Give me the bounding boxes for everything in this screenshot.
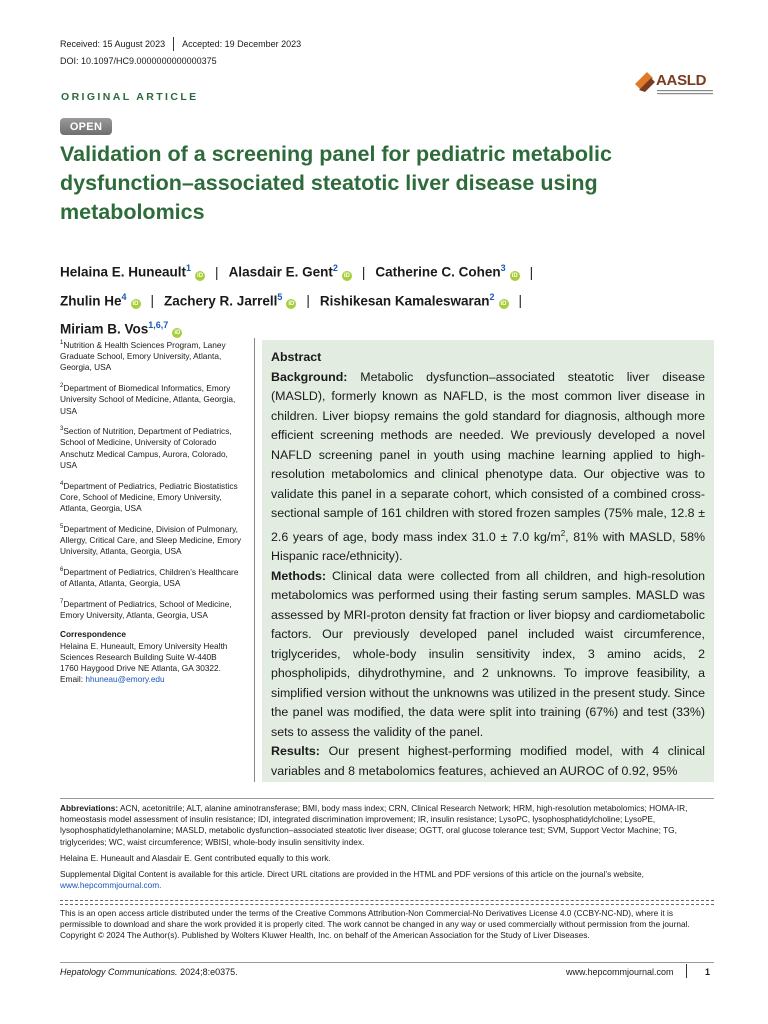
abstract-background: Background: Metabolic dysfunction–associated steatotic liver disease (MASLD), formerly known as NAFLD, is the most common liver disease in children. Liver biopsy remains the gold standard for diagnosis, although more efficient screening methods are needed. We previously developed a novel NAFLD screening panel in youth using machine learning applied to high-resolution metabolomics and clinical phenotype data. Our objective was to validate this panel in a separate cohort, which consisted of a combined cross-sectional sample of 161 children with stored frozen samples (75% male, 12.8 ± 2.6 years of age, body mass index 31.0 ± 7.0 $kg/m^2$, 81% with MASLD, 58% Hispanic race/ethnicity). (271, 369, 705, 564)
email-link[interactable]: hhuneau@emory.edu (85, 674, 165, 685)
author-affiliation: 5 (277, 291, 283, 302)
orcid-icon[interactable]: iD (511, 272, 518, 279)
copyright-text: Copyright © 2024 The Author(s). Published by Wolters Kluwer Health, Inc. on behalf of the American Association for the Study of Liver Diseases. (60, 930, 590, 941)
author-list: Helaina E. Huneault$^1$iD | Alasdair E. Gent$^2$iD | Catherine C. Cohen$^3$iD | Zhulin He$^4$iD | Zachery R. Jarrell$^5$iD | Rishikesan Kamaleswaran$^2$iD | Miriam B. Vos$^{1,6,7}$iD (60, 263, 534, 337)
journal-link[interactable]: www.hepcommjournal.com. (60, 880, 162, 891)
journal-citation: Hepatology Communications. 2024;8:e0375. (60, 967, 238, 977)
license-block (60, 908, 714, 942)
column-divider (254, 338, 255, 782)
author-affiliation: 4 (121, 291, 127, 302)
divider (60, 798, 714, 799)
orcid-icon[interactable]: iD (500, 301, 507, 307)
author-name[interactable]: Miriam B. Vos (60, 321, 149, 337)
orcid-icon[interactable]: iD (197, 272, 204, 279)
affiliation-item: $^5$Department of Medicine, Division of Pulmonary, Allergy, Critical Care, and Sleep Medicine, Emory University, Atlanta, Georgia, USA (60, 523, 242, 557)
divider (60, 900, 714, 901)
doi[interactable]: DOI: 10.1097/HC9.0000000000000375 (60, 56, 217, 66)
author-affiliation: 3 (500, 263, 506, 273)
accepted-date: Accepted: 19 December 2023 (182, 39, 302, 49)
author-name[interactable]: Rishikesan Kamaleswaran (319, 293, 490, 308)
publisher-logo-text: AASLD (656, 72, 707, 89)
affiliation-item: $^2$Department of Biomedical Informatics, Emory University School of Medicine, Atlanta, Georgia, USA (60, 382, 236, 416)
abbreviations: Abbreviations: ACN, acetonitrile; ALT, alanine aminotransferase; BMI, body mass index; CRN, Clinical Research Network; HRM, high-resolution metabolomics; HOMA-IR, homeostasis model assessment of insulin resistance; IDI, integrated discrimination improvement; IR, insulin resistance; LysoPC, lysophosphatidylcholine; LysoPE, lysophosphatidylethanolamine; MASLD, metabolic dysfunction–associated steatotic liver disease; OGTT, oral glucose tolerance test; SVM, Support Vector Machine; TG, triglycerides; WC, waist circumference; WBISI, whole-body insulin sensitivity index. (60, 803, 688, 847)
open-access-badge: OPEN (60, 118, 112, 135)
logo-subtitle-icon (657, 89, 713, 97)
page-number: 1 (705, 967, 711, 977)
received-date: Received: 15 August 2023 (60, 39, 166, 49)
affiliation-item: $^1$Nutrition & Health Sciences Program, Laney Graduate School, Emory University, Atlanta, Georgia, USA (60, 339, 226, 373)
affiliation-item: $^6$Department of Pediatrics, Children’s Healthcare of Atlanta, Atlanta, Georgia, USA (60, 566, 239, 589)
abstract-methods: Methods: Clinical data were collected from all children, and high-resolution metabolomics was performed using their fasting serum samples. MASLD was assessed by MRI-proton density fat fraction or liver biopsy and cardiometabolic factors. Our previously developed panel included waist circumference, triglycerides, whole-body insulin sensitivity index, 3 amino acids, 2 phospholipids, dihydrothymine, and 2 unknowns. To improve feasibility, a simplified version without the unknowns was utilized in the present study. Since the panel was modified, the data were split into training (67%) and test (33%) sets to assess the validity of the panel. (271, 568, 705, 739)
orcid-icon[interactable]: iD (174, 329, 181, 336)
abstract-results: Results: Our present highest-performing modified model, with 4 clinical variables and 8 metabolomics features, achieved an AUROC of 0.92, 95% (271, 744, 705, 778)
author-affiliation: 2 (489, 291, 495, 302)
journal-website[interactable]: www.hepcommjournal.com (566, 967, 674, 977)
author-affiliation: 2 (332, 263, 338, 273)
abstract-heading: Abstract (271, 350, 322, 364)
author-affiliation: 1 (186, 263, 192, 273)
section-label: ORIGINAL ARTICLE (61, 91, 199, 103)
correspondence-email-row: Email: hhuneau@emory.edu (60, 674, 165, 685)
affiliation-item: $^4$Department of Pediatrics, Pediatric Biostatistics Core, School of Medicine, Emory University, Atlanta, Georgia, USA (60, 480, 238, 514)
divider (173, 37, 174, 51)
author-name[interactable]: Alasdair E. Gent (228, 264, 333, 280)
divider (60, 962, 714, 963)
footnotes (60, 803, 714, 896)
author-name[interactable]: Zhulin He (60, 293, 122, 308)
correspondence-address: Helaina E. Huneault, Emory University Health Sciences Research Building Suite W-440B (60, 640, 228, 662)
article-title: Validation of a screening panel for pediatric metabolic dysfunction–associated steatotic liver disease using metabolomics (60, 142, 612, 224)
equal-contribution-note: Helaina E. Huneault and Alasdair E. Gent contributed equally to this work. (60, 852, 331, 863)
divider (60, 904, 714, 905)
affiliation-item: $^3$Section of Nutrition, Department of Pediatrics, School of Medicine, University of Colorado Anschutz Medical Campus, Aurora, Colorado, USA (60, 426, 232, 470)
orcid-icon[interactable]: iD (288, 301, 295, 307)
author-affiliation: 1,6,7 (148, 320, 169, 330)
author-name[interactable]: Zachery R. Jarrell (164, 293, 278, 308)
correspondence-heading: Correspondence (60, 629, 126, 640)
author-name[interactable]: Helaina E. Huneault (60, 264, 187, 280)
license-text: This is an open access article distributed under the terms of the Creative Commons Attribution-Non Commercial-No Derivatives License 4.0 (CCBY-NC-ND), where it is permissible to download and share the work provided it is properly cited. The work cannot be changed in any way or used commercially without permission from the journal. (60, 908, 690, 930)
supplemental-note: Supplemental Digital Content is available for this article. Direct URL citations are provided in the HTML and PDF versions of this article on the journal’s website, www.hepcommjournal.com. (60, 869, 644, 891)
abstract-box (262, 340, 714, 782)
orcid-icon[interactable]: iD (132, 301, 139, 307)
dates-row (60, 37, 301, 51)
affiliations (60, 338, 246, 686)
correspondence-street: 1760 Haygood Drive NE Atlanta, GA 30322. (60, 663, 221, 674)
affiliation-item: $^7$Department of Pediatrics, School of Medicine, Emory University, Atlanta, Georgia, USA (60, 598, 232, 620)
orcid-icon[interactable]: iD (343, 272, 350, 279)
divider (686, 964, 687, 978)
author-name[interactable]: Catherine C. Cohen (375, 264, 501, 280)
